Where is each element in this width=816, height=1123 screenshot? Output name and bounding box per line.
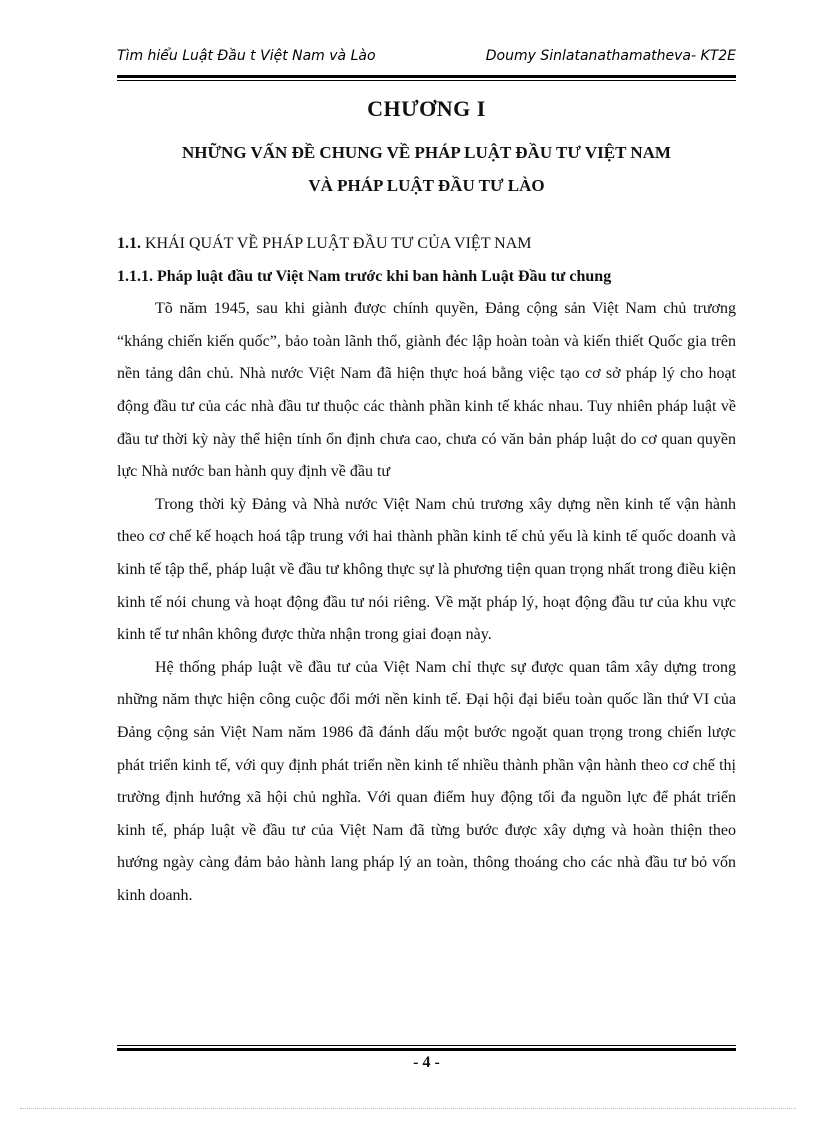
chapter-title-line-1: NHỮNG VẤN ĐỀ CHUNG VỀ PHÁP LUẬT ĐẦU TƯ VIỆT NAM	[182, 143, 671, 162]
paragraph-2: Trong thời kỳ Đảng và Nhà nước Việt Nam chủ trương xây dựng nền kinh tế vận hành theo cơ chế kế hoạch hoá tập trung với hai thành phần kinh tế chủ yếu là kinh tế quốc doanh và kinh tế tập thể, pháp luật về đầu tư không thực sự là phương tiện quan trọng nhất trong điều kiện kinh tế nói chung và hoạt động đầu tư nói riêng. Về mặt pháp lý, hoạt động đầu tư của khu vực kinh tế tư nhân không được thừa nhận trong giai đoạn này.	[117, 495, 736, 644]
page-number: - 4 -	[413, 1054, 440, 1071]
paragraph-1: Tõ năm 1945, sau khi giành được chính quyền, Đảng cộng sản Việt Nam chủ trương “kháng chiến kiến quốc”, bảo toàn lãnh thổ, giành đéc lập hoàn toàn và kiến thiết Quốc gia trên nền tảng dân chủ. Nhà nước Việt Nam đã hiện thực hoá bằng việc tạo cơ sở pháp lý cho hoạt động đầu tư của các nhà đầu tư thuộc các thành phần kinh tế khác nhau. Tuy nhiên pháp luật về đầu tư thời kỳ này thể hiện tính ổn định chưa cao, chưa có văn bản pháp luật do cơ quan quyền lực Nhà nước ban hành quy định về đầu tư	[117, 300, 736, 481]
header-document-title: Tìm hiểu Luật Đầu t Việt Nam và Lào	[117, 48, 376, 64]
chapter-title	[117, 136, 736, 202]
paragraph-3: Hệ thống pháp luật về đầu tư của Việt Nam chỉ thực sự được quan tâm xây dựng trong những năm thực hiện công cuộc đổi mới nền kinh tế. Đại hội đại biểu toàn quốc lần thứ VI của Đảng cộng sản Việt Nam năm 1986 đã đánh dấu một bước ngoặt quan trọng trong chiến lược phát triển kinh tế, với quy định phát triển nền kinh tế nhiều thành phần vận hành theo cơ chế thị trường định hướng xã hội chủ nghĩa. Với quan điểm huy động tối đa nguồn lực để phát triển kinh tế, pháp luật về đầu tư của Việt Nam đã từng bước được xây dựng và hoàn thiện theo hướng ngày càng đảm bảo hành lang pháp lý an toàn, thông thoáng cho các nhà đầu tư bỏ vốn kinh doanh.	[117, 658, 736, 904]
running-header	[117, 48, 736, 72]
section-number: 1.1.	[117, 235, 141, 252]
section-heading	[117, 228, 736, 261]
page-bottom-border	[20, 1108, 796, 1109]
footer-divider	[117, 1045, 736, 1051]
body-content	[117, 228, 736, 912]
chapter-title-line-2: VÀ PHÁP LUẬT ĐẦU TƯ LÀO	[308, 176, 545, 195]
header-author: Doumy Sinlatanathamatheva- KT2E	[485, 48, 736, 64]
chapter-label: CHƯƠNG I	[367, 96, 486, 121]
header-divider	[117, 75, 736, 81]
section-title: KHÁI QUÁT VỀ PHÁP LUẬT ĐẦU TƯ CỦA VIỆT NAM	[145, 235, 532, 252]
subsection-heading: 1.1.1. Pháp luật đầu tư Việt Nam trước khi ban hành Luật Đầu tư chung	[117, 267, 612, 285]
